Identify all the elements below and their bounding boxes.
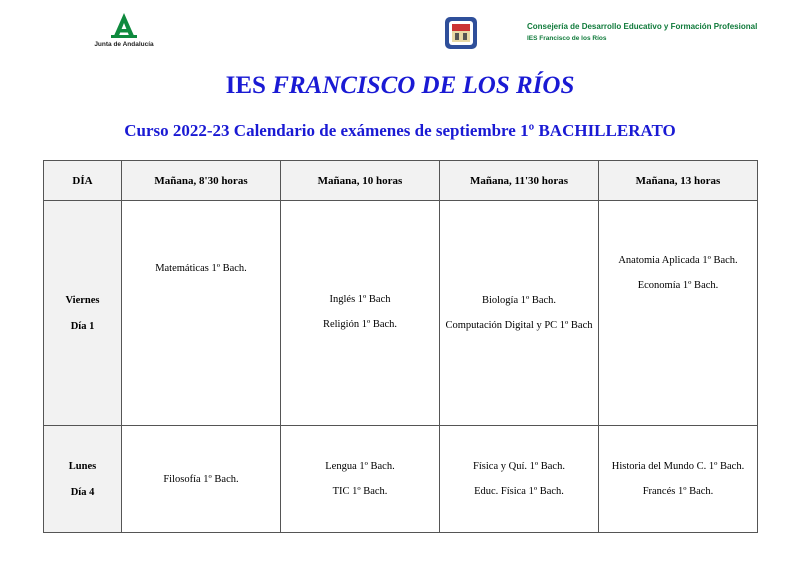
exam-subject: Francés 1º Bach. — [642, 486, 714, 497]
table-header-row — [44, 161, 758, 201]
exam-subject: Física y Quí. 1º Bach. — [473, 461, 565, 472]
school-name-small: IES Francisco de los Ríos — [527, 35, 607, 42]
exam-subject: Historia del Mundo C. 1º Bach. — [611, 461, 745, 472]
header-slot-10: Mañana, 10 horas — [281, 161, 440, 201]
header-slot-1130: Mañana, 11'30 horas — [440, 161, 599, 201]
school-crest-icon — [445, 17, 477, 49]
exam-schedule-table — [43, 160, 758, 533]
exam-subject: Anatomia Aplicada 1º Bach. — [618, 255, 738, 266]
junta-andalucia-label: Junta de Andalucía — [94, 41, 154, 48]
exam-cell — [281, 426, 440, 533]
junta-andalucia-emblem-icon — [109, 12, 139, 40]
header-slot-13: Mañana, 13 horas — [599, 161, 758, 201]
junta-andalucia-logo — [92, 12, 156, 48]
exam-subject: Matemáticas 1º Bach. — [155, 263, 247, 274]
exam-subject: Economía 1º Bach. — [637, 280, 719, 291]
exam-subject: Religión 1º Bach. — [322, 319, 398, 330]
exam-subject: Computación Digital y PC 1º Bach — [445, 320, 593, 331]
exam-cell — [122, 426, 281, 533]
exam-subject: Filosofía 1º Bach. — [163, 473, 239, 485]
exam-cell — [440, 426, 599, 533]
consejeria-name: Consejería de Desarrollo Educativo y Formación Profesional — [527, 22, 758, 31]
header-day: DÍA — [44, 161, 122, 201]
day-date: Día 4 — [70, 486, 95, 498]
table-row — [44, 426, 758, 533]
exam-cell — [440, 201, 599, 426]
exam-subject: Inglés 1º Bach — [329, 294, 391, 305]
day-date: Día 1 — [70, 320, 95, 332]
title-school-name: FRANCISCO DE LOS RÍOS — [272, 72, 575, 99]
exam-cell — [281, 201, 440, 426]
exam-subject: Lengua 1º Bach. — [325, 461, 395, 472]
exam-cell — [122, 201, 281, 426]
day-cell — [44, 201, 122, 426]
day-name: Viernes — [65, 294, 100, 306]
table-row — [44, 201, 758, 426]
day-cell — [44, 426, 122, 533]
page-subtitle: Curso 2022-23 Calendario de exámenes de septiembre 1º BACHILLERATO — [124, 121, 676, 140]
exam-subject: Biología 1º Bach. — [481, 295, 557, 306]
header-slot-830: Mañana, 8'30 horas — [122, 161, 281, 201]
exam-subject: TIC 1º Bach. — [332, 486, 388, 497]
page-title — [0, 72, 800, 100]
day-name: Lunes — [68, 460, 97, 472]
consejeria-header — [527, 22, 757, 42]
exam-cell — [599, 426, 758, 533]
exam-cell — [599, 201, 758, 426]
exam-subject: Educ. Física 1º Bach. — [474, 486, 564, 497]
title-prefix: IES — [225, 72, 266, 99]
